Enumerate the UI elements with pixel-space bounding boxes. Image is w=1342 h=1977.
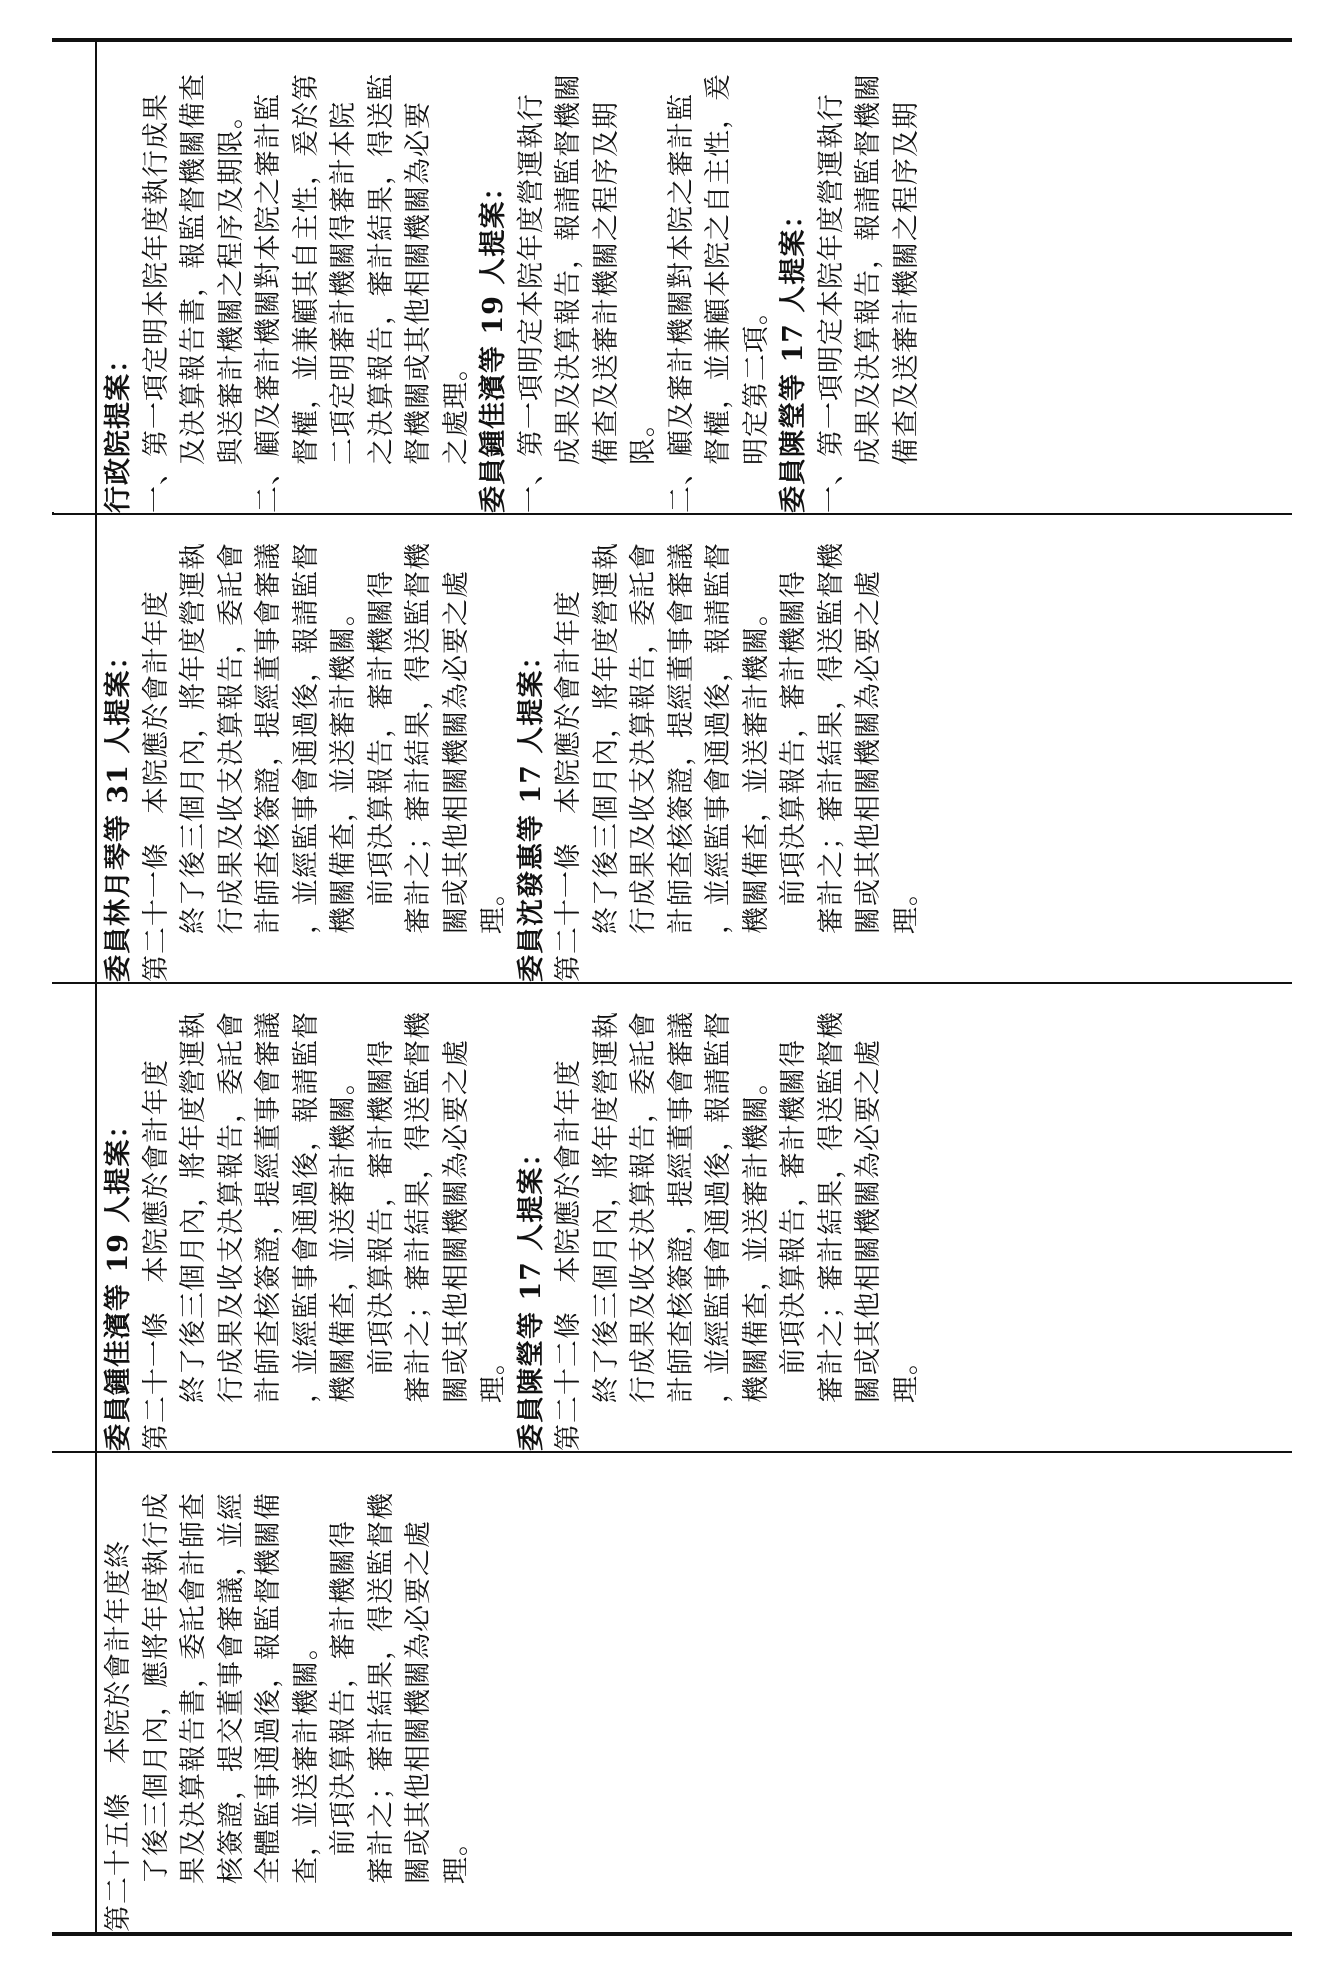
text-line: 與送審計機關之程序及期限。 — [215, 101, 247, 465]
cell-lin — [100, 515, 1290, 982]
text-line: 限。 — [628, 409, 659, 465]
text-line: 行成果及收支決算報告，委託會 — [215, 542, 247, 934]
text-line: ，並經監事會通過後，報請監督 — [290, 542, 322, 934]
text-line: 關或其他相關機關為必要之處 — [440, 570, 472, 934]
cell-text — [100, 515, 925, 982]
text-line: 第二十二條 本院應於會計年度 — [553, 1059, 584, 1451]
text-line: 明定第二項。 — [740, 297, 772, 465]
text-line: 計師查核簽證，提經董事會審議 — [253, 1011, 284, 1403]
text-line: 審計之；審計結果，得送監督機 — [403, 1011, 434, 1403]
proposal-heading: 委員陳瑩等 17 人提案： — [778, 200, 809, 513]
text-line: 終了後三個月內，將年度營運執 — [178, 542, 209, 934]
text-line: 成果及決算報告，報請監督機關 — [553, 73, 584, 465]
text-line: 查，並送審計機關。 — [290, 1632, 322, 1884]
text-line: ，並經監事會通過後，報請監督 — [290, 1011, 322, 1403]
proposal-heading: 委員鍾佳濱等 19 人提案： — [478, 172, 509, 513]
text-line: 第二十一條 本院應於會計年度 — [553, 590, 584, 982]
text-line: 核簽證，提交董事會審議，並經 — [215, 1492, 247, 1884]
text-line: 督權，並兼顧其自主性，爰於第 — [290, 73, 322, 465]
text-line: 備查及送審計機關之程序及期 — [590, 101, 622, 465]
text-line: 前項決算報告，審計機關得 — [365, 570, 397, 906]
text-line: 理。 — [890, 878, 922, 934]
text-line: 審計之；審計結果，得送監督機 — [815, 542, 847, 934]
text-line: 前項決算報告，審計機關得 — [778, 1039, 809, 1375]
proposal-heading: 委員林月琴等 31 人提案： — [103, 641, 134, 982]
text-line: 前項決算報告，審計機關得 — [365, 1039, 397, 1375]
text-line: 審計之；審計結果，得送監督機 — [365, 1492, 397, 1884]
proposal-heading: 行政院提案： — [103, 345, 134, 513]
line-list — [100, 515, 925, 982]
text-line: 終了後三個月內，將年度營運執 — [590, 542, 622, 934]
proposal-heading: 委員陳瑩等 17 人提案： — [515, 1138, 547, 1451]
text-line: 成果及決算報告，報請監督機關 — [853, 73, 884, 465]
text-line: 二、顧及審計機關對本院之審計監 — [665, 93, 697, 513]
text-line: 審計之；審計結果，得送監督機 — [403, 542, 434, 934]
text-line: 一、第一項定明本院年度執行成果 — [140, 93, 172, 513]
text-line: 二項定明審計機關得審計本院 — [328, 101, 359, 465]
text-line: 一、第一項明定本院年度營運執行 — [815, 93, 847, 513]
text-line: 關或其他相關機關為必要之處 — [853, 570, 884, 934]
text-line: 行成果及收支決算報告，委託會 — [628, 542, 659, 934]
text-line: 前項決算報告，審計機關得 — [328, 1520, 359, 1856]
text-line: 行成果及收支決算報告，委託會 — [628, 1011, 659, 1403]
cell-executive — [100, 42, 1290, 513]
text-line: 第二十一條 本院應於會計年度 — [140, 1059, 172, 1451]
text-line: 督權，並兼顧本院之自主性，爰 — [703, 73, 734, 465]
cell-text — [100, 984, 925, 1451]
cell-text — [100, 1453, 475, 1932]
text-line: 計師查核簽證，提經董事會審議 — [665, 1011, 697, 1403]
text-line: ，並經監事會通過後，報請監督 — [703, 542, 734, 934]
text-line: 關或其他相關機關為必要之處 — [853, 1039, 884, 1403]
cell-text — [100, 42, 925, 513]
column-divider — [95, 40, 97, 1934]
text-line: 機關備查，並送審計機關。 — [328, 1067, 359, 1403]
text-line: 理。 — [890, 1347, 922, 1403]
text-line: 備查及送審計機關之程序及期 — [890, 101, 922, 465]
line-list — [100, 42, 925, 513]
text-line: 理。 — [478, 878, 509, 934]
proposal-heading: 委員鍾佳濱等 19 人提案： — [103, 1110, 134, 1451]
text-line: 計師查核簽證，提經董事會審議 — [665, 542, 697, 934]
text-line: 理。 — [478, 1347, 509, 1403]
text-line: 督機關或其他相關機關為必要 — [403, 101, 434, 465]
line-list — [100, 984, 925, 1451]
text-line: 理。 — [440, 1828, 472, 1884]
text-line: 行成果及收支決算報告，委託會 — [215, 1011, 247, 1403]
text-line: 之決算報告，審計結果，得送監 — [365, 73, 397, 465]
text-line: 全體監事通過後，報監督機關備 — [253, 1492, 284, 1884]
line-list — [100, 1453, 475, 1932]
text-line: ，並經監事會通過後，報請監督 — [703, 1011, 734, 1403]
text-line: 第二十一條 本院應於會計年度 — [140, 590, 172, 982]
text-line: 審計之；審計結果，得送監督機 — [815, 1011, 847, 1403]
text-line: 及決算報告書，報監督機關備查 — [178, 73, 209, 465]
text-line: 機關備查，並送審計機關。 — [740, 1067, 772, 1403]
text-line: 機關備查，並送審計機關。 — [328, 598, 359, 934]
table-bottom-border — [52, 1932, 1292, 1936]
text-line: 計師查核簽證，提經董事會審議 — [253, 542, 284, 934]
cell-chung — [100, 984, 1290, 1451]
text-line: 一、第一項明定本院年度營運執行 — [515, 93, 547, 513]
text-line: 果及決算報告書，委託會計師查 — [178, 1492, 209, 1884]
text-line: 之處理。 — [440, 353, 472, 465]
text-line: 關或其他相關機關為必要之處 — [440, 1039, 472, 1403]
text-line: 終了後三個月內，將年度營運執 — [590, 1011, 622, 1403]
text-line: 前項決算報告，審計機關得 — [778, 570, 809, 906]
text-line: 了後三個月內，應將年度執行成 — [140, 1492, 172, 1884]
cell-article25 — [100, 1453, 1290, 1932]
text-line: 機關備查，並送審計機關。 — [740, 598, 772, 934]
text-line: 關或其他相關機關為必要之處 — [403, 1520, 434, 1884]
proposal-heading: 委員沈發惠等 17 人提案： — [515, 641, 547, 982]
text-line: 終了後三個月內，將年度營運執 — [178, 1011, 209, 1403]
text-line: 二、顧及審計機關對本院之審計監 — [253, 93, 284, 513]
text-line: 第二十五條 本院於會計年度終 — [103, 1540, 134, 1932]
